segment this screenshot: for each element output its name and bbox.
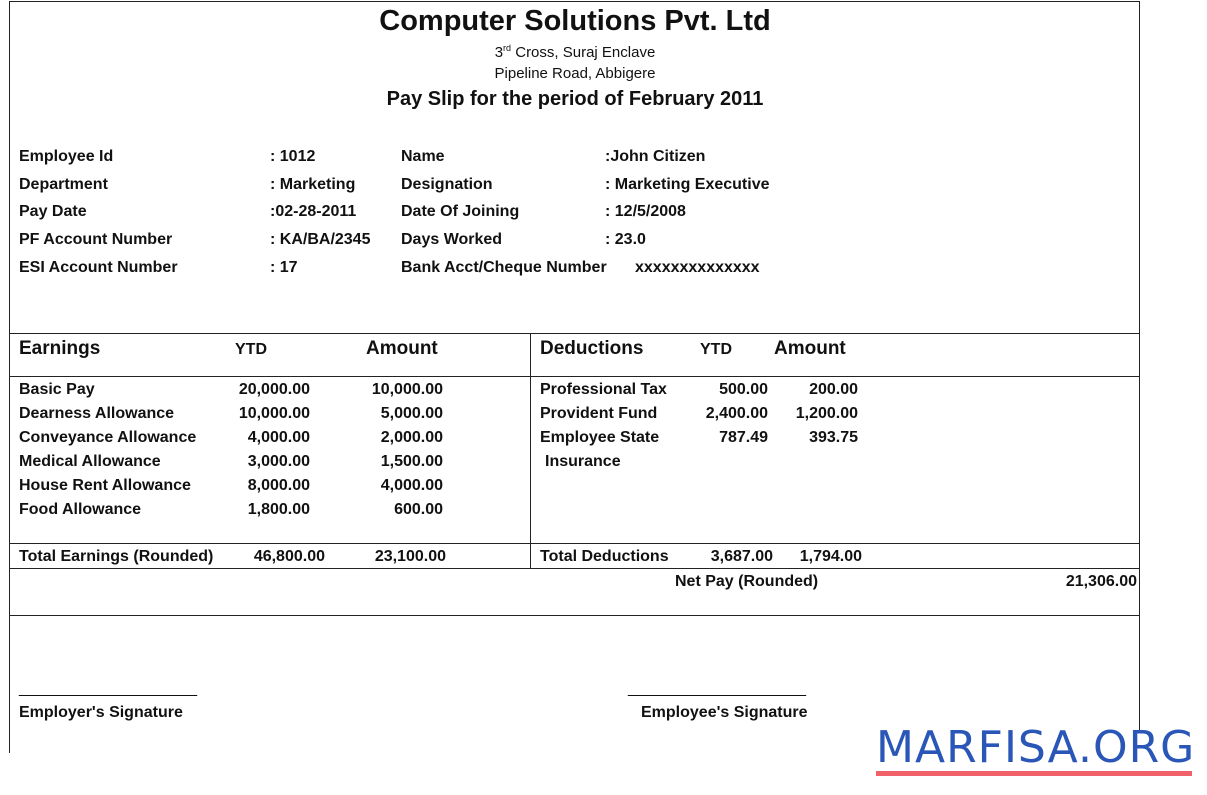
deduction-amount: 393.75 xyxy=(809,429,858,446)
earning-amount: 600.00 xyxy=(394,501,443,518)
payslip-title: Pay Slip for the period of February 2011 xyxy=(386,88,764,110)
field-label: Employee Id xyxy=(19,148,114,165)
field-label: ESI Account Number xyxy=(19,258,178,276)
total-deductions-label: Total Deductions xyxy=(540,548,669,565)
deduction-ytd: 500.00 xyxy=(719,381,768,398)
divider xyxy=(10,376,1140,377)
net-pay-value: 21,306.00 xyxy=(1065,573,1137,590)
field-value: : KA/BA/2345 xyxy=(270,231,371,249)
earning-ytd: 8,000.00 xyxy=(247,477,310,494)
deduction-ytd: 787.49 xyxy=(719,429,768,446)
watermark-logo: MARFISA.ORG xyxy=(876,722,1195,776)
earning-amount: 1,500.00 xyxy=(380,453,443,470)
field-value: : 12/5/2008 xyxy=(605,203,686,221)
earning-ytd: 3,000.00 xyxy=(247,453,310,470)
employer-signature-line: ____________________ xyxy=(19,680,197,697)
earning-label: Dearness Allowance xyxy=(19,405,175,422)
field-value: : Marketing xyxy=(270,175,356,193)
net-pay-label: Net Pay (Rounded) xyxy=(675,573,819,590)
field-value: : 23.0 xyxy=(605,231,646,249)
total-earnings-ytd: 46,800.00 xyxy=(253,548,325,565)
earning-label: Food Allowance xyxy=(19,501,142,518)
field-label: Date Of Joining xyxy=(401,203,520,221)
field-label: Bank Acct/Cheque Number xyxy=(401,258,607,276)
border-left xyxy=(9,1,10,753)
deductions-header: Deductions xyxy=(540,338,644,359)
earning-ytd: 4,000.00 xyxy=(247,429,310,446)
divider xyxy=(10,568,1140,569)
total-deductions-ytd: 3,687.00 xyxy=(710,548,773,565)
earning-label: Medical Allowance xyxy=(19,453,161,470)
field-label: Designation xyxy=(401,175,493,193)
deduction-amount: 200.00 xyxy=(809,381,858,398)
field-value: : 1012 xyxy=(270,148,316,165)
divider xyxy=(10,333,1140,334)
field-value: :02-28-2011 xyxy=(270,203,357,221)
earning-label: Conveyance Allowance xyxy=(19,429,197,446)
employer-signature-label: Employer's Signature xyxy=(19,704,183,721)
earning-ytd: 1,800.00 xyxy=(247,501,310,518)
deductions-amount-header: Amount xyxy=(774,338,846,359)
earning-amount: 2,000.00 xyxy=(380,429,443,446)
address-line-1: 3rd Cross, Suraj Enclave xyxy=(494,43,656,61)
earnings-header: Earnings xyxy=(19,338,101,359)
earning-ytd: 20,000.00 xyxy=(238,381,310,398)
earning-amount: 10,000.00 xyxy=(371,381,443,398)
earnings-amount-header: Amount xyxy=(366,338,438,359)
deduction-label: Provident Fund xyxy=(540,405,658,422)
field-label: PF Account Number xyxy=(19,231,173,249)
field-label: Name xyxy=(401,148,445,165)
deduction-ytd: 2,400.00 xyxy=(705,405,768,422)
field-value: : Marketing Executive xyxy=(605,175,770,193)
field-value: :John Citizen xyxy=(605,148,706,165)
deduction-amount: 1,200.00 xyxy=(795,405,858,422)
divider xyxy=(10,543,1140,544)
deduction-label-cont: Insurance xyxy=(545,453,621,470)
field-value: xxxxxxxxxxxxxx xyxy=(635,258,760,276)
deduction-label: Professional Tax xyxy=(540,381,667,398)
employee-signature-label: Employee's Signature xyxy=(641,704,808,721)
divider xyxy=(10,615,1140,616)
field-label: Department xyxy=(19,175,108,193)
field-label: Days Worked xyxy=(401,231,503,249)
total-earnings-label: Total Earnings (Rounded) xyxy=(19,548,214,565)
column-divider xyxy=(530,333,531,568)
earning-label: House Rent Allowance xyxy=(19,477,191,494)
earning-label: Basic Pay xyxy=(19,381,95,398)
earning-amount: 5,000.00 xyxy=(380,405,443,422)
employee-signature-line: ____________________ xyxy=(628,680,806,697)
address-line-2: Pipeline Road, Abbigere xyxy=(494,65,656,82)
earning-ytd: 10,000.00 xyxy=(238,405,310,422)
company-name: Computer Solutions Pvt. Ltd xyxy=(379,5,771,37)
total-deductions-amount: 1,794.00 xyxy=(799,548,862,565)
total-earnings-amount: 23,100.00 xyxy=(374,548,446,565)
field-label: Pay Date xyxy=(19,203,87,221)
deduction-label: Employee State xyxy=(540,429,660,446)
deductions-ytd-header: YTD xyxy=(700,341,732,358)
field-value: : 17 xyxy=(270,258,298,276)
border-top xyxy=(10,1,1140,2)
earnings-ytd-header: YTD xyxy=(235,341,267,358)
earning-amount: 4,000.00 xyxy=(380,477,443,494)
